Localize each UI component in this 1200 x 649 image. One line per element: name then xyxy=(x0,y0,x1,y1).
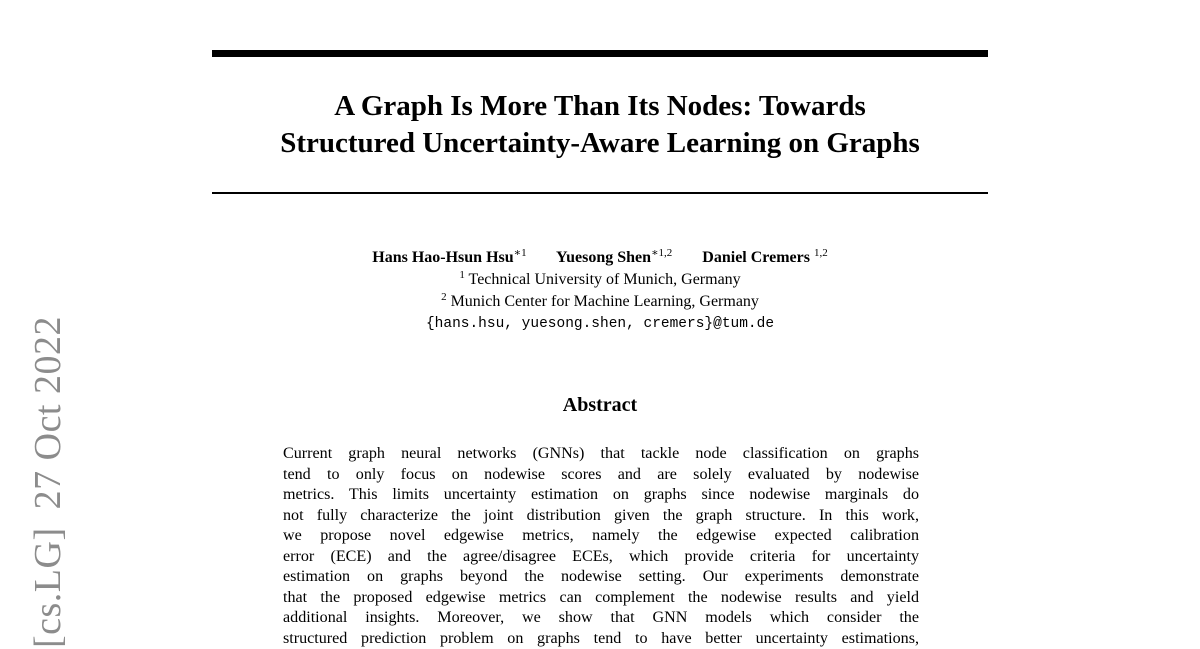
affiliation-text: Technical University of Munich, Germany xyxy=(469,271,741,288)
abstract-line: estimation on graphs beyond the nodewise setting. Our experiments demonstrate xyxy=(283,567,919,588)
abstract-line: Current graph neural networks (GNNs) that tackle node classification on graphs xyxy=(283,444,919,465)
author-affiliation-marks: ∗1 xyxy=(514,247,527,259)
author-name: Hans Hao-Hsun Hsu xyxy=(372,249,513,266)
author-emails: {hans.hsu, yuesong.shen, cremers}@tum.de xyxy=(212,313,988,335)
abstract-line: additional insights. Moreover, we show that GNN models which consider the xyxy=(283,608,919,629)
affiliation-number: 2 xyxy=(441,291,447,303)
author-list xyxy=(212,247,988,269)
abstract-line: not fully characterize the joint distribution given the graph structure. In this work, xyxy=(283,506,919,527)
arxiv-side-stamp xyxy=(26,316,70,648)
affiliation-line xyxy=(212,291,988,313)
abstract-heading: Abstract xyxy=(212,392,988,418)
paper-title-line-1: A Graph Is More Than Its Nodes: Towards xyxy=(212,88,988,125)
title-top-rule xyxy=(212,50,988,57)
abstract-line: that the proposed edgewise metrics can complement the nodewise results and yield xyxy=(283,588,919,609)
affiliation-number: 1 xyxy=(459,269,465,281)
affiliation-text: Munich Center for Machine Learning, Germany xyxy=(451,293,759,310)
abstract-line: we propose novel edgewise metrics, namely the edgewise expected calibration xyxy=(283,526,919,547)
arxiv-date: 27 Oct 2022 xyxy=(27,316,69,509)
abstract-line: structured prediction problem on graphs tend to have better uncertainty estimations, xyxy=(283,629,919,649)
author-block xyxy=(212,247,988,335)
abstract-body xyxy=(283,444,919,649)
abstract-line: metrics. This limits uncertainty estimation on graphs since nodewise marginals do xyxy=(283,485,919,506)
author-name: Daniel Cremers xyxy=(702,249,810,266)
arxiv-category: [cs.LG] xyxy=(27,527,69,648)
affiliation-line xyxy=(212,269,988,291)
author-name: Yuesong Shen xyxy=(556,249,651,266)
paper-title xyxy=(212,88,988,162)
abstract-line: error (ECE) and the agree/disagree ECEs, which provide criteria for uncertainty xyxy=(283,547,919,568)
author-affiliation-marks: 1,2 xyxy=(814,247,828,259)
author-affiliation-marks: ∗1,2 xyxy=(651,247,672,259)
abstract-line: tend to only focus on nodewise scores and are solely evaluated by nodewise xyxy=(283,465,919,486)
title-bottom-rule xyxy=(212,192,988,194)
paper-title-line-2: Structured Uncertainty-Aware Learning on Graphs xyxy=(212,125,988,162)
